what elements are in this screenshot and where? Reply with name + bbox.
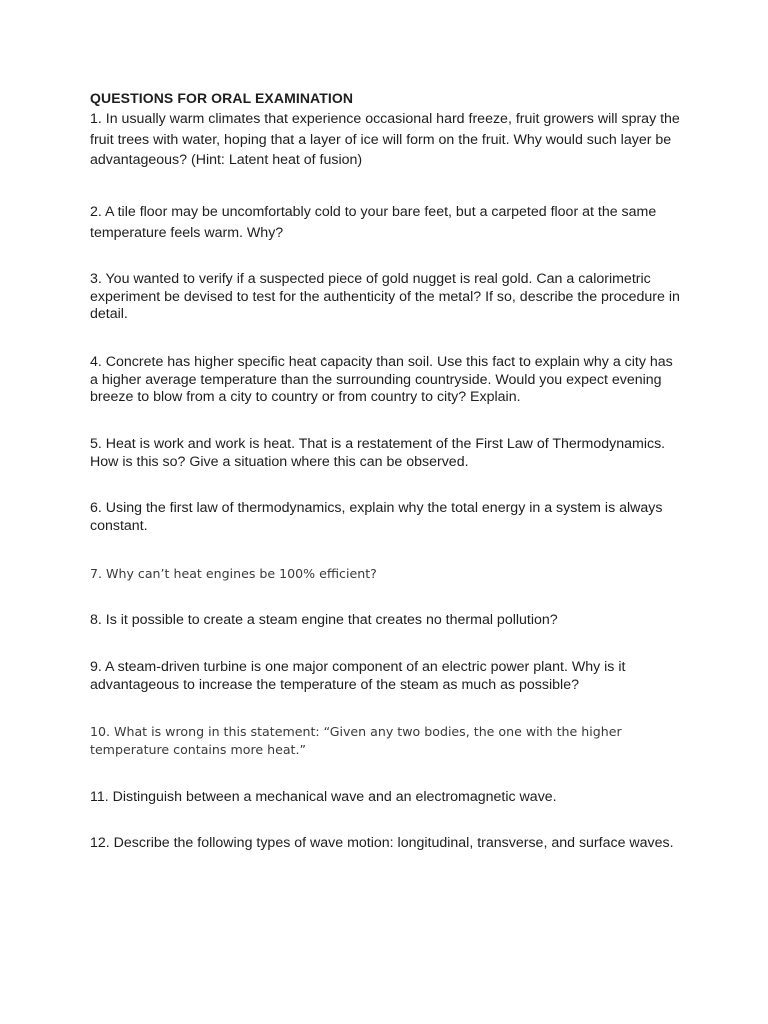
question-8: 8. Is it possible to create a steam engine that creates no thermal pollution? — [90, 612, 558, 628]
question-11: 11. Distinguish between a mechanical wave and an electromagnetic wave. — [90, 789, 557, 805]
question-4: 4. Concrete has higher specific heat capacity than soil. Use this fact to explain why a city has a higher average temperature than the surrounding countryside. Would you expect evening breeze to blow from a city to country or from country to city? Explain. — [90, 354, 673, 405]
question-10: 10. What is wrong in this statement: “Given any two bodies, the one with the higher temperature contains more heat.” — [90, 724, 622, 757]
document-title: QUESTIONS FOR ORAL EXAMINATION — [90, 90, 354, 106]
question-1: 1. In usually warm climates that experience occasional hard freeze, fruit growers will spray the fruit trees with water, hoping that a layer of ice will form on the fruit. Why would such layer be advantageous? (Hint: Latent heat of fusion) — [90, 111, 680, 168]
question-5: 5. Heat is work and work is heat. That is a restatement of the First Law of Thermodynamics. How is this so? Give a situation where this can be observed. — [90, 436, 666, 470]
question-12: 12. Describe the following types of wave motion: longitudinal, transverse, and surface waves. — [90, 835, 674, 851]
question-2: 2. A tile floor may be uncomfortably cold to your bare feet, but a carpeted floor at the same temperature feels warm. Why? — [90, 204, 657, 241]
question-3: 3. You wanted to verify if a suspected piece of gold nugget is real gold. Can a calorimetric experiment be devised to test for the authenticity of the metal? If so, describe the procedure in detail. — [90, 271, 680, 322]
question-9: 9. A steam-driven turbine is one major component of an electric power plant. Why is it advantageous to increase the temperature of the steam as much as possible? — [90, 659, 626, 693]
question-7: 7. Why can’t heat engines be 100% efficient? — [90, 566, 377, 581]
question-6: 6. Using the first law of thermodynamics, explain why the total energy in a system is always constant. — [90, 500, 663, 534]
